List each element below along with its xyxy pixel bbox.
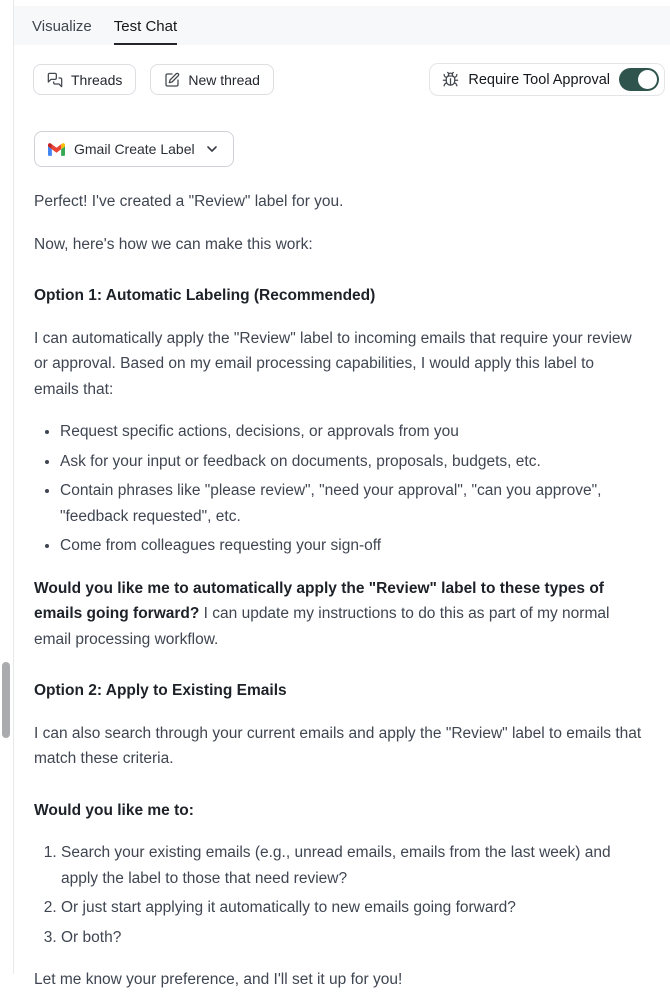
message-paragraph: I can also search through your current emails and apply the "Review" label to emails that match these criteria. (34, 724, 642, 767)
list-item: 3. Or both? (61, 925, 642, 951)
message-paragraph (34, 576, 642, 653)
new-thread-icon (164, 72, 180, 88)
threads-button-label: Threads (71, 71, 123, 88)
list-item: • Request specific actions, decisions, or approvals from you (60, 419, 642, 445)
scrollbar-thumb[interactable] (2, 662, 10, 738)
option1-heading: Option 1: Automatic Labeling (Recommended) (34, 287, 376, 304)
option2-heading: Option 2: Apply to Existing Emails (34, 682, 287, 699)
question-rest-text: I can update my instructions to do this as part of my normal email processing workflow. (34, 605, 610, 648)
threads-icon (47, 72, 63, 88)
message-paragraph: Now, here's how we can make this work: (34, 235, 313, 253)
list-item: 1. Search your existing emails (e.g., unread emails, emails from the last week) and apply the label to those that need review? (61, 840, 642, 891)
criteria-list (34, 419, 642, 559)
gmail-create-label-button[interactable] (34, 131, 234, 167)
new-thread-button[interactable] (150, 64, 274, 95)
list-item: • Ask for your input or feedback on documents, proposals, budgets, etc. (60, 449, 642, 475)
gmail-icon (48, 143, 65, 156)
tab-test-chat[interactable]: Test Chat (114, 18, 177, 45)
tab-bar (14, 6, 670, 45)
left-rail (0, 0, 14, 974)
chat-message (14, 96, 670, 1007)
chevron-down-icon (204, 141, 220, 157)
question-bold-text: Would you like me to automatically apply the "Review" label to these types of emails going forward? (34, 579, 604, 622)
tab-visualize[interactable]: Visualize (32, 18, 92, 35)
bug-icon (442, 71, 459, 88)
new-thread-button-label: New thread (188, 71, 260, 88)
main-panel (14, 0, 670, 988)
message-paragraph: Let me know your preference, and I'll set it up for you! (34, 971, 403, 988)
require-tool-approval-control (429, 63, 665, 96)
list-item: • Contain phrases like "please review", "need your approval", "can you approve", "feedback requested", etc. (60, 478, 642, 529)
message-paragraph: Perfect! I've created a "Review" label for you. (34, 193, 344, 210)
toggle-knob (638, 70, 657, 89)
list-item: • Come from colleagues requesting your sign-off (60, 533, 642, 559)
tool-call-label: Gmail Create Label (74, 141, 195, 157)
toolbar (14, 45, 670, 96)
message-paragraph: I can automatically apply the "Review" label to incoming emails that require your review or approval. Based on my email processing capabilities, I would apply this label to emails that: (34, 329, 632, 398)
require-tool-approval-label: Require Tool Approval (468, 71, 610, 88)
threads-button[interactable] (33, 64, 136, 95)
list-item: 2. Or just start applying it automatically to new emails going forward? (61, 895, 642, 921)
require-tool-approval-toggle[interactable] (619, 68, 659, 91)
would-you-like-heading: Would you like me to: (34, 801, 194, 819)
options-numbered-list (34, 840, 642, 950)
